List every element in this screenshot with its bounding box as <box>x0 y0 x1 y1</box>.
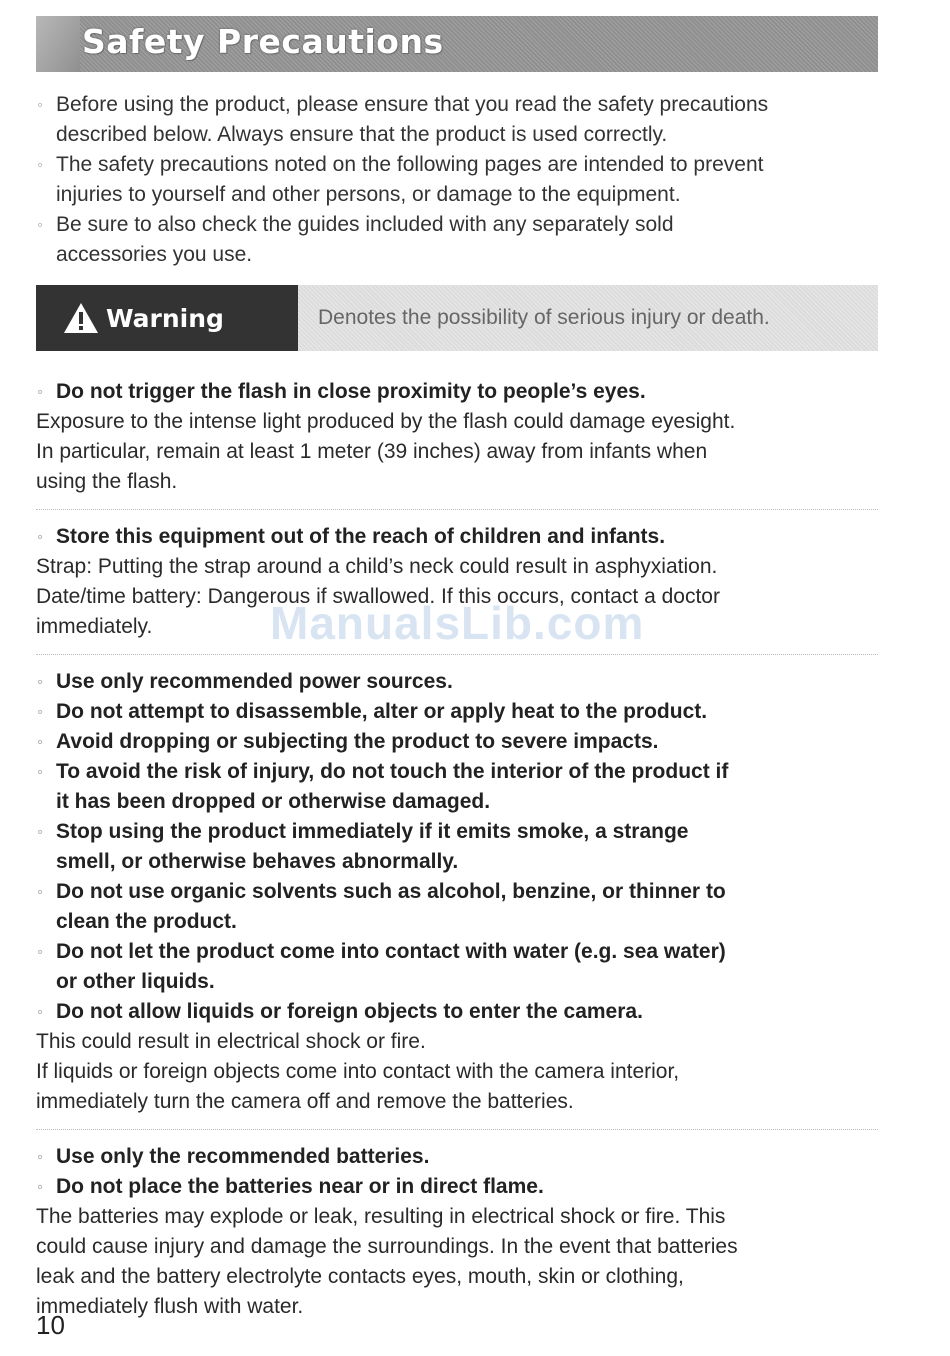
section-body-line: could cause injury and damage the surroundings. In the event that batteries <box>36 1235 738 1258</box>
warning-banner <box>36 285 878 351</box>
line-text: Store this equipment out of the reach of children and infants. <box>56 525 666 548</box>
section-body-line: This could result in electrical shock or fire. <box>36 1030 426 1053</box>
bullet-icon: ∘ <box>36 674 45 689</box>
section-heading-line <box>36 727 878 757</box>
line-text: The safety precautions noted on the following pages are intended to prevent <box>56 153 764 176</box>
bullet-icon: ∘ <box>36 384 45 399</box>
section-heading-line <box>36 787 878 817</box>
line-text: Do not attempt to disassemble, alter or apply heat to the product. <box>56 700 708 723</box>
watermark: ManualsLib.com <box>270 597 645 649</box>
section-heading-line <box>36 757 878 787</box>
section-divider <box>36 1129 878 1130</box>
section-heading-line <box>36 997 878 1027</box>
line-text: Do not allow liquids or foreign objects to enter the camera. <box>56 1000 643 1023</box>
line-text: Use only the recommended batteries. <box>56 1145 430 1168</box>
line-text: Do not use organic solvents such as alcohol, benzine, or thinner to <box>56 880 726 903</box>
section-heading-line <box>36 907 878 937</box>
section-heading-line <box>36 1172 878 1202</box>
bullet-icon: ∘ <box>36 764 45 779</box>
section-heading-line <box>36 937 878 967</box>
bullet-icon: ∘ <box>36 824 45 839</box>
bullet-icon: ∘ <box>36 157 45 172</box>
section-body-line: using the flash. <box>36 470 178 493</box>
line-text: clean the product. <box>56 910 237 933</box>
section-heading-line <box>36 697 878 727</box>
line-text: Stop using the product immediately if it emits smoke, a strange <box>56 820 689 843</box>
intro-line <box>36 180 878 210</box>
line-text: smell, or otherwise behaves abnormally. <box>56 850 459 873</box>
section-body-line: immediately. <box>36 615 153 638</box>
section-body-line: immediately turn the camera off and remove the batteries. <box>36 1090 574 1113</box>
bullet-icon: ∘ <box>36 734 45 749</box>
safety-section <box>36 1142 878 1328</box>
line-text: injuries to yourself and other persons, or damage to the equipment. <box>56 183 681 206</box>
line-text: accessories you use. <box>56 243 253 266</box>
line-text: Use only recommended power sources. <box>56 670 453 693</box>
bullet-icon: ∘ <box>36 97 45 112</box>
section-heading-line <box>36 877 878 907</box>
line-text: Be sure to also check the guides included with any separately sold <box>56 213 674 236</box>
section-body-line: Date/time battery: Dangerous if swallowed. If this occurs, contact a doctor <box>36 585 720 608</box>
page-number: 10 <box>36 1310 65 1340</box>
warning-label <box>36 285 298 351</box>
section-heading-line <box>36 847 878 877</box>
line-text: Avoid dropping or subjecting the product to severe impacts. <box>56 730 659 753</box>
warning-triangle-icon <box>62 301 100 335</box>
line-text: Do not let the product come into contact with water (e.g. sea water) <box>56 940 726 963</box>
section-heading-line <box>36 522 878 552</box>
line-text: Do not place the batteries near or in direct flame. <box>56 1175 544 1198</box>
section-body-line: In particular, remain at least 1 meter (39 inches) away from infants when <box>36 440 708 463</box>
section-body-line: Exposure to the intense light produced by the flash could damage eyesight. <box>36 410 736 433</box>
line-text: it has been dropped or otherwise damaged. <box>56 790 491 813</box>
intro-list <box>36 90 878 270</box>
bullet-icon: ∘ <box>36 1004 45 1019</box>
section-heading-line <box>36 1142 878 1172</box>
section-body-line: The batteries may explode or leak, resulting in electrical shock or fire. This <box>36 1205 726 1228</box>
section-heading-line <box>36 377 878 407</box>
section-heading-line <box>36 667 878 697</box>
bullet-icon: ∘ <box>36 529 45 544</box>
section-body-line: Strap: Putting the strap around a child’s neck could result in asphyxiation. <box>36 555 718 578</box>
line-text: To avoid the risk of injury, do not touch the interior of the product if <box>56 760 729 783</box>
safety-sections <box>36 377 878 1328</box>
title-bar <box>36 16 878 72</box>
intro-line <box>36 90 878 120</box>
intro-line <box>36 240 878 270</box>
bullet-icon: ∘ <box>36 944 45 959</box>
line-text: or other liquids. <box>56 970 215 993</box>
section-divider <box>36 509 878 510</box>
page <box>36 16 878 1328</box>
line-text: described below. Always ensure that the product is used correctly. <box>56 123 668 146</box>
safety-section <box>36 377 878 503</box>
line-text: Do not trigger the flash in close proximity to people’s eyes. <box>56 380 646 403</box>
bullet-icon: ∘ <box>36 1149 45 1164</box>
intro-line <box>36 210 878 240</box>
bullet-icon: ∘ <box>36 217 45 232</box>
bullet-icon: ∘ <box>36 704 45 719</box>
section-body-line: leak and the battery electrolyte contacts eyes, mouth, skin or clothing, <box>36 1265 684 1288</box>
intro-line <box>36 150 878 180</box>
section-heading-line <box>36 817 878 847</box>
bullet-icon: ∘ <box>36 1179 45 1194</box>
bullet-icon: ∘ <box>36 884 45 899</box>
section-body-line: If liquids or foreign objects come into contact with the camera interior, <box>36 1060 680 1083</box>
safety-section <box>36 667 878 1123</box>
line-text: Before using the product, please ensure that you read the safety precautions <box>56 93 769 116</box>
intro-line <box>36 120 878 150</box>
section-divider <box>36 654 878 655</box>
section-body-line: immediately flush with water. <box>36 1295 304 1318</box>
section-heading-line <box>36 967 878 997</box>
warning-description: Denotes the possibility of serious injury or death. <box>298 285 878 351</box>
page-title: Safety Precautions <box>82 22 444 61</box>
title-corner-decoration <box>36 16 80 72</box>
warning-label-text: Warning <box>106 303 224 333</box>
